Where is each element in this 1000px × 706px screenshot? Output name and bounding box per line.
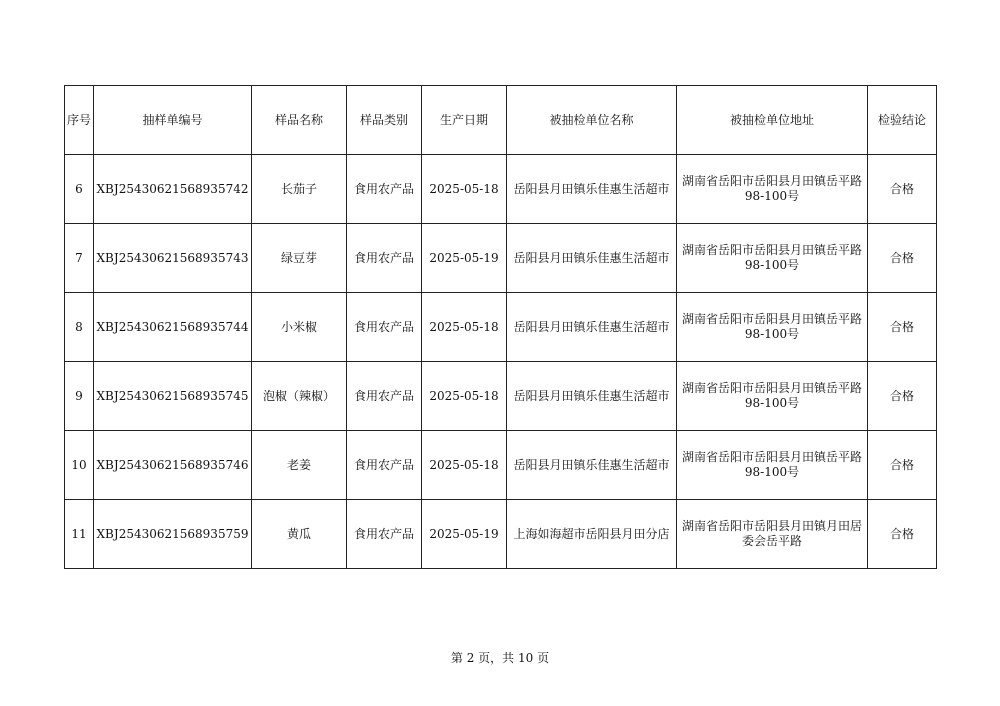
cell-index: 10 [65, 431, 94, 500]
cell-production-date: 2025-05-18 [422, 293, 507, 362]
cell-unit-name: 上海如海超市岳阳县月田分店 [507, 500, 677, 569]
cell-index: 6 [65, 155, 94, 224]
cell-production-date: 2025-05-18 [422, 155, 507, 224]
cell-sample-name: 小米椒 [252, 293, 347, 362]
header-sample-name: 样品名称 [252, 86, 347, 155]
cell-sample-id: XBJ25430621568935742 [94, 155, 252, 224]
cell-production-date: 2025-05-19 [422, 224, 507, 293]
cell-production-date: 2025-05-18 [422, 431, 507, 500]
cell-sample-category: 食用农产品 [347, 293, 422, 362]
total-pages-number: 10 [518, 651, 534, 665]
header-inspected-unit-address: 被抽检单位地址 [677, 86, 868, 155]
cell-unit-address: 湖南省岳阳市岳阳县月田镇岳平路98-100号 [677, 431, 868, 500]
header-index: 序号 [65, 86, 94, 155]
cell-sample-category: 食用农产品 [347, 500, 422, 569]
cell-sample-id: XBJ25430621568935745 [94, 362, 252, 431]
page-middle: 页，共 [478, 651, 515, 665]
table-header-row [65, 86, 937, 155]
cell-unit-address: 湖南省岳阳市岳阳县月田镇岳平路98-100号 [677, 293, 868, 362]
cell-sample-name: 黄瓜 [252, 500, 347, 569]
cell-index: 7 [65, 224, 94, 293]
cell-sample-category: 食用农产品 [347, 431, 422, 500]
cell-unit-address: 湖南省岳阳市岳阳县月田镇月田居委会岳平路 [677, 500, 868, 569]
header-production-date: 生产日期 [422, 86, 507, 155]
page-suffix: 页 [537, 651, 550, 665]
table-row [65, 155, 937, 224]
header-sample-id: 抽样单编号 [94, 86, 252, 155]
cell-sample-category: 食用农产品 [347, 155, 422, 224]
cell-unit-name: 岳阳县月田镇乐佳惠生活超市 [507, 293, 677, 362]
cell-sample-name: 绿豆芽 [252, 224, 347, 293]
cell-sample-id: XBJ25430621568935759 [94, 500, 252, 569]
table-row [65, 500, 937, 569]
cell-index: 11 [65, 500, 94, 569]
table-row [65, 431, 937, 500]
cell-sample-category: 食用农产品 [347, 224, 422, 293]
cell-production-date: 2025-05-19 [422, 500, 507, 569]
cell-unit-name: 岳阳县月田镇乐佳惠生活超市 [507, 155, 677, 224]
cell-sample-id: XBJ25430621568935743 [94, 224, 252, 293]
cell-conclusion: 合格 [868, 293, 937, 362]
cell-conclusion: 合格 [868, 500, 937, 569]
cell-conclusion: 合格 [868, 431, 937, 500]
current-page-number: 2 [466, 651, 475, 665]
cell-unit-address: 湖南省岳阳市岳阳县月田镇岳平路98-100号 [677, 224, 868, 293]
page-prefix: 第 [450, 651, 463, 665]
cell-sample-id: XBJ25430621568935744 [94, 293, 252, 362]
cell-sample-name: 长茄子 [252, 155, 347, 224]
header-inspected-unit-name: 被抽检单位名称 [507, 86, 677, 155]
cell-conclusion: 合格 [868, 362, 937, 431]
cell-sample-id: XBJ25430621568935746 [94, 431, 252, 500]
cell-unit-name: 岳阳县月田镇乐佳惠生活超市 [507, 224, 677, 293]
cell-production-date: 2025-05-18 [422, 362, 507, 431]
cell-index: 9 [65, 362, 94, 431]
sample-results-table [64, 85, 937, 569]
cell-sample-category: 食用农产品 [347, 362, 422, 431]
cell-unit-address: 湖南省岳阳市岳阳县月田镇岳平路98-100号 [677, 362, 868, 431]
table-row [65, 224, 937, 293]
cell-unit-name: 岳阳县月田镇乐佳惠生活超市 [507, 431, 677, 500]
cell-unit-name: 岳阳县月田镇乐佳惠生活超市 [507, 362, 677, 431]
cell-unit-address: 湖南省岳阳市岳阳县月田镇岳平路98-100号 [677, 155, 868, 224]
cell-conclusion: 合格 [868, 155, 937, 224]
table-row [65, 362, 937, 431]
page-footer [0, 649, 1000, 666]
cell-sample-name: 泡椒（辣椒） [252, 362, 347, 431]
table-row [65, 293, 937, 362]
cell-sample-name: 老姜 [252, 431, 347, 500]
cell-conclusion: 合格 [868, 224, 937, 293]
header-sample-category: 样品类别 [347, 86, 422, 155]
header-conclusion: 检验结论 [868, 86, 937, 155]
cell-index: 8 [65, 293, 94, 362]
